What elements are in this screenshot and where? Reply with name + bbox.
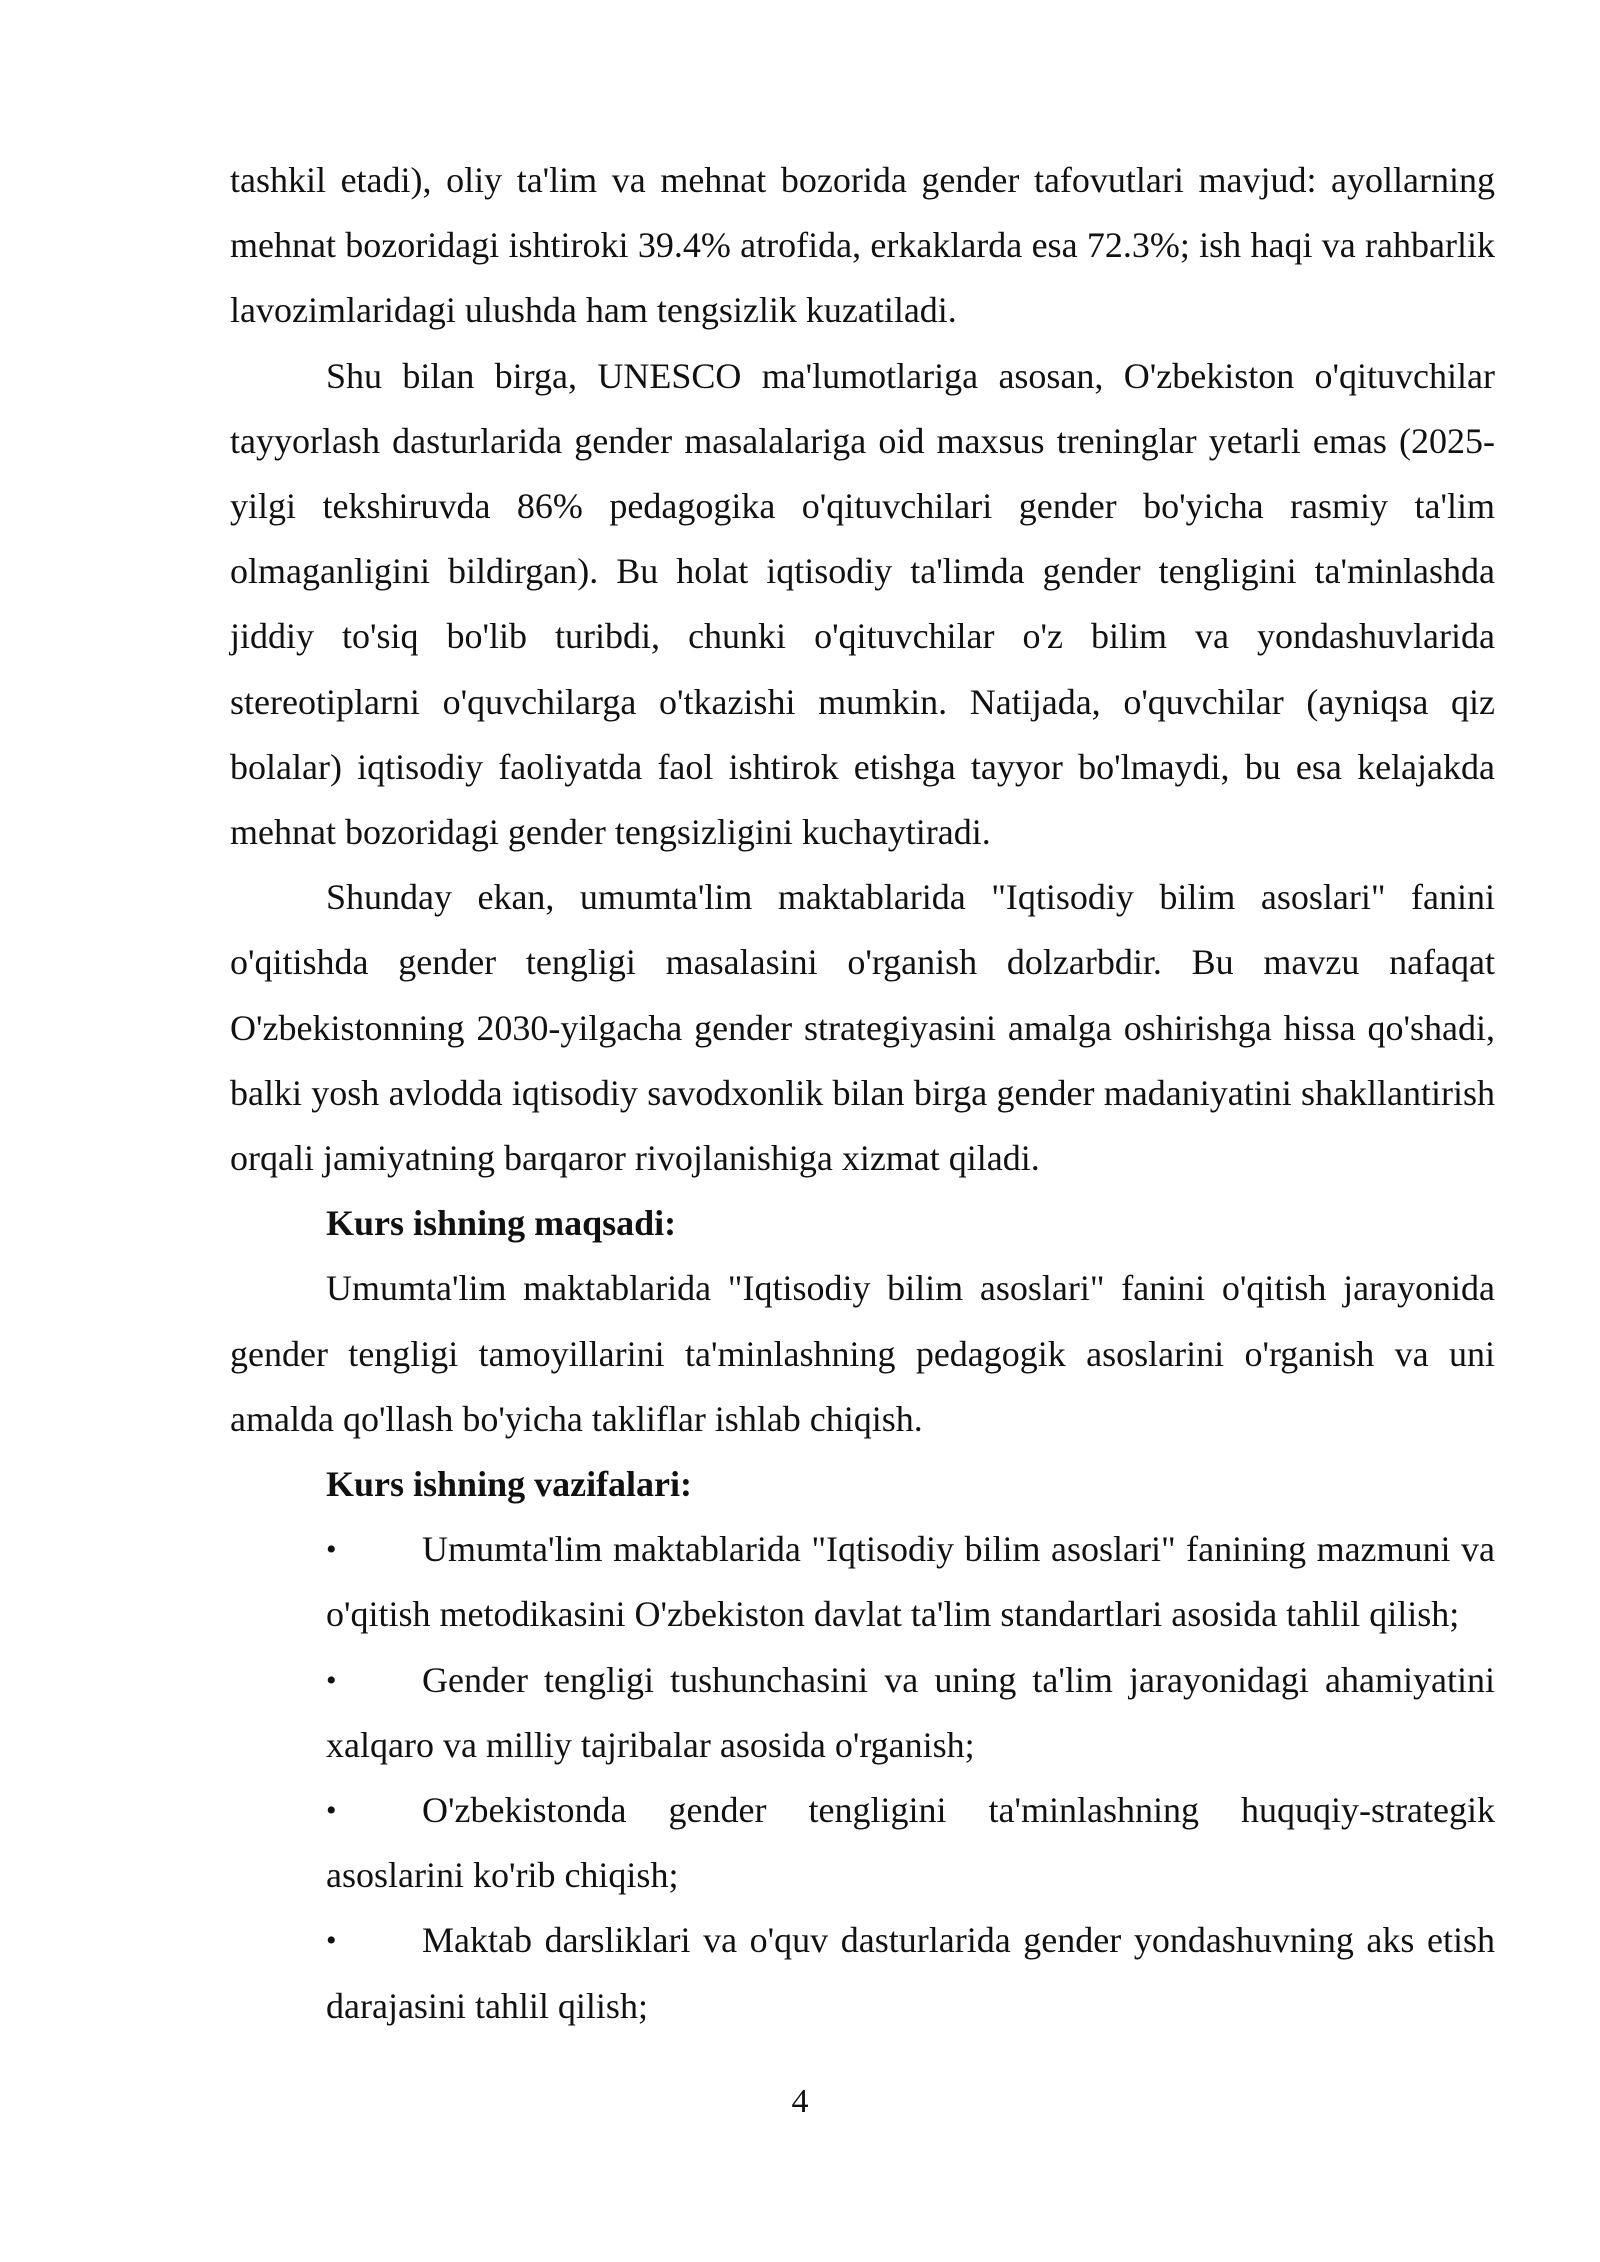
paragraph-continuation: tashkil etadi), oliy ta'lim va mehnat bozorida gender tafovutlari mavjud: ayollarning mehnat bozoridagi ishtiroki 39.4% atrofida, erkaklarda esa 72.3%; ish haqi va rahbarlik lavozimlaridagi ulushda ham tengsizlik kuzatiladi. <box>230 160 1495 331</box>
tasks-list <box>230 1517 1495 2039</box>
tasks-heading: Kurs ishning vazifalari: <box>326 1464 693 1505</box>
task-text: Maktab darsliklari va o'quv dasturlarida gender yondashuvning aks etish darajasini tahlil qilish; <box>326 1920 1495 2026</box>
page-number: 4 <box>791 2083 809 2120</box>
list-item <box>326 1778 1495 1908</box>
document-page <box>230 148 1495 2039</box>
task-text: Umumta'lim maktablarida "Iqtisodiy bilim asoslari" fanining mazmuni va o'qitish metodikasini O'zbekiston davlat ta'lim standartlari asosida tahlil qilish; <box>326 1529 1495 1635</box>
list-item <box>326 1908 1495 2038</box>
list-item <box>326 1648 1495 1778</box>
list-item <box>326 1517 1495 1647</box>
bullet-icon: • <box>326 1533 337 1567</box>
task-text: O'zbekistonda gender tengligini ta'minlashning huquqiy-strategik asoslarini ko'rib chiqish; <box>326 1790 1495 1896</box>
paragraph-unesco: Shu bilan birga, UNESCO ma'lumotlariga asosan, O'zbekiston o'qituvchilar tayyorlash dasturlarida gender masalalariga oid maxsus treninglar yetarli emas (2025-yilgi tekshiruvda 86% pedagogika o'qituvchilari gender bo'yicha rasmiy ta'lim olmaganligini bildirgan). Bu holat iqtisodiy ta'limda gender tengligini ta'minlashda jiddiy to'siq bo'lib turibdi, chunki o'qituvchilar o'z bilim va yondashuvlarida stereotiplarni o'quvchilarga o'tkazishi mumkin. Natijada, o'quvchilar (ayniqsa qiz bolalar) iqtisodiy faoliyatda faol ishtirok etishga tayyor bo'lmaydi, bu esa kelajakda mehnat bozoridagi gender tengsizligini kuchaytiradi. <box>230 355 1495 853</box>
goal-text: Umumta'lim maktablarida "Iqtisodiy bilim asoslari" fanini o'qitish jarayonida gender tengligi tamoyillarini ta'minlashning pedagogik asoslarini o'rganish va uni amalda qo'llash bo'yicha takliflar ishlab chiqish. <box>230 1268 1495 1439</box>
task-text: Gender tengligi tushunchasini va uning ta'lim jarayonidagi ahamiyatini xalqaro va milliy tajribalar asosida o'rganish; <box>326 1659 1495 1765</box>
bullet-icon: • <box>326 1794 337 1828</box>
bullet-icon: • <box>326 1663 337 1697</box>
bullet-icon: • <box>326 1924 337 1958</box>
paragraph-relevance: Shunday ekan, umumta'lim maktablarida "Iqtisodiy bilim asoslari" fanini o'qitishda gender tengligi masalasini o'rganish dolzarbdir. Bu mavzu nafaqat O'zbekistonning 2030-yilgacha gender strategiyasini amalga oshirishga hissa qo'shadi, balki yosh avlodda iqtisodiy savodxonlik bilan birga gender madaniyatini shakllantirish orqali jamiyatning barqaror rivojlanishiga xizmat qiladi. <box>230 877 1495 1179</box>
goal-heading: Kurs ishning maqsadi: <box>326 1203 677 1244</box>
